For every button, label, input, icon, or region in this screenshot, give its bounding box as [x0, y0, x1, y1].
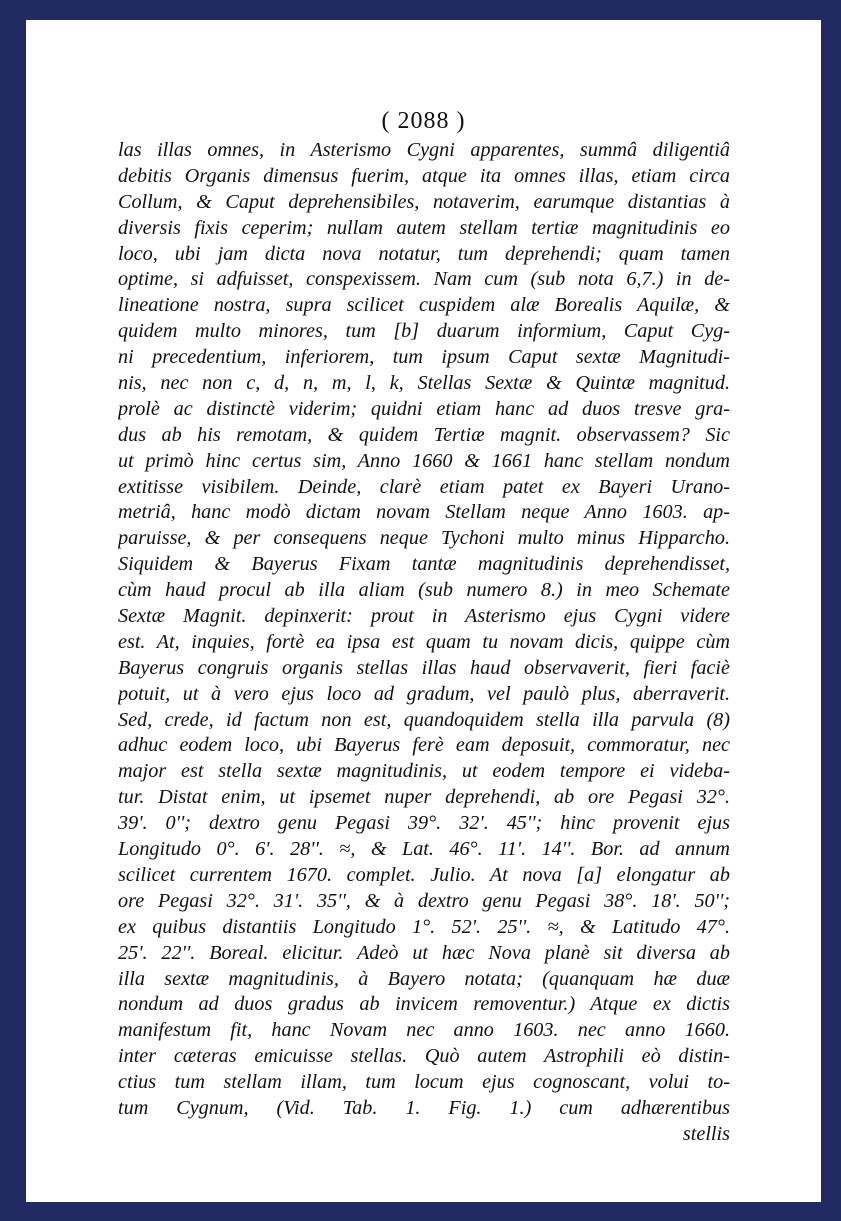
text-line: adhuc eodem loco, ubi Bayerus ferè eam deposuit, commoratur, nec — [118, 734, 730, 757]
text-line: manifestum fit, hanc Novam nec anno 1603. nec anno 1660. — [118, 1019, 730, 1042]
text-line: nondum ad duos gradus ab invicem removentur.) Atque ex dictis — [118, 993, 730, 1016]
text-line: diversis fixis ceperim; nullam autem stellam tertiæ magnitudinis eo — [118, 216, 730, 239]
text-line: Longitudo 0°. 6'. 28''. ≈, & Lat. 46°. 11'. 14''. Bor. ad annum — [118, 838, 730, 861]
text-line: Collum, & Caput deprehensibiles, notaverim, earumque distantias à — [118, 190, 730, 213]
text-line: extitisse visibilem. Deinde, clarè etiam patet ex Bayeri Urano- — [118, 475, 730, 498]
text-line: quidem multo minores, tum [b] duarum informium, Caput Cyg- — [118, 320, 730, 343]
text-line: inter cæteras emicuisse stellas. Quò autem Astrophili eò distin- — [118, 1045, 730, 1068]
text-line: est. At, inquies, fortè ea ipsa est quam tu novam dicis, quippe cùm — [118, 630, 730, 653]
text-line: debitis Organis dimensus fuerim, atque ita omnes illas, etiam circa — [118, 164, 730, 187]
document-page — [26, 20, 821, 1202]
text-line: tur. Distat enim, ut ipsemet nuper deprehendi, ab ore Pegasi 32°. — [118, 786, 730, 809]
text-line: cùm haud procul ab illa aliam (sub numero 8.) in meo Schemate — [118, 579, 730, 602]
text-line: dus ab his remotam, & quidem Tertiæ magnit. observassem? Sic — [118, 423, 730, 446]
text-line: ex quibus distantiis Longitudo 1°. 52'. 25''. ≈, & Latitudo 47°. — [118, 915, 730, 938]
text-line: Bayerus congruis organis stellas illas haud observaverit, fieri faciè — [118, 656, 730, 679]
text-line: Siquidem & Bayerus Fixam tantæ magnitudinis deprehendisset, — [118, 553, 730, 576]
text-line: illa sextæ magnitudinis, à Bayero notata; (quanquam hæ duæ — [118, 967, 730, 990]
catchword: stellis — [682, 1122, 730, 1145]
text-line: ctius tum stellam illam, tum locum ejus cognoscant, volui to- — [118, 1071, 730, 1094]
text-line: nis, nec non c, d, n, m, l, k, Stellas Sextæ & Quintæ magnitud. — [118, 372, 730, 395]
text-line: potuit, ut à vero ejus loco ad gradum, vel paulò plus, aberraverit. — [118, 682, 730, 705]
text-line: ni precedentium, inferiorem, tum ipsum Caput sextæ Magnitudi- — [118, 346, 730, 369]
text-line: las illas omnes, in Asterismo Cygni apparentes, summâ diligentiâ — [118, 139, 730, 161]
text-line: 39'. 0''; dextro genu Pegasi 39°. 32'. 45''; hinc provenit ejus — [118, 812, 730, 835]
text-line: optime, si adfuisset, conspexissem. Nam cum (sub nota 6,7.) in de- — [118, 268, 730, 291]
body-text — [118, 138, 730, 1148]
text-line: Sed, crede, id factum non est, quandoquidem stella illa parvula (8) — [118, 708, 730, 731]
text-line: tum Cygnum, (Vid. Tab. 1. Fig. 1.) cum adhærentibus — [118, 1096, 730, 1119]
text-line: 25'. 22''. Boreal. elicitur. Adeò ut hæc Nova planè sit diversa ab — [118, 941, 730, 964]
text-line: ore Pegasi 32°. 31'. 35'', & à dextro genu Pegasi 38°. 18'. 50''; — [118, 889, 730, 912]
text-line: loco, ubi jam dicta nova notatur, tum deprehendi; quam tamen — [118, 242, 730, 265]
text-line: scilicet currentem 1670. complet. Julio. At nova [a] elongatur ab — [118, 863, 730, 886]
text-line: ut primò hinc certus sim, Anno 1660 & 1661 hanc stellam nondum — [118, 449, 730, 472]
text-line: lineatione nostra, supra scilicet cuspidem alæ Borealis Aquilæ, & — [118, 294, 730, 317]
page-number: ( 2088 ) — [381, 108, 466, 134]
text-line: Sextæ Magnit. depinxerit: prout in Asterismo ejus Cygni videre — [118, 605, 730, 628]
text-line: paruisse, & per consequens neque Tychoni multo minus Hipparcho. — [118, 527, 730, 550]
text-line: prolè ac distinctè viderim; quidni etiam hanc ad duos tresve gra- — [118, 397, 730, 420]
text-line: major est stella sextæ magnitudinis, ut eodem tempore ei videba- — [118, 760, 730, 783]
text-line: metriâ, hanc modò dictam novam Stellam neque Anno 1603. ap- — [118, 501, 730, 524]
